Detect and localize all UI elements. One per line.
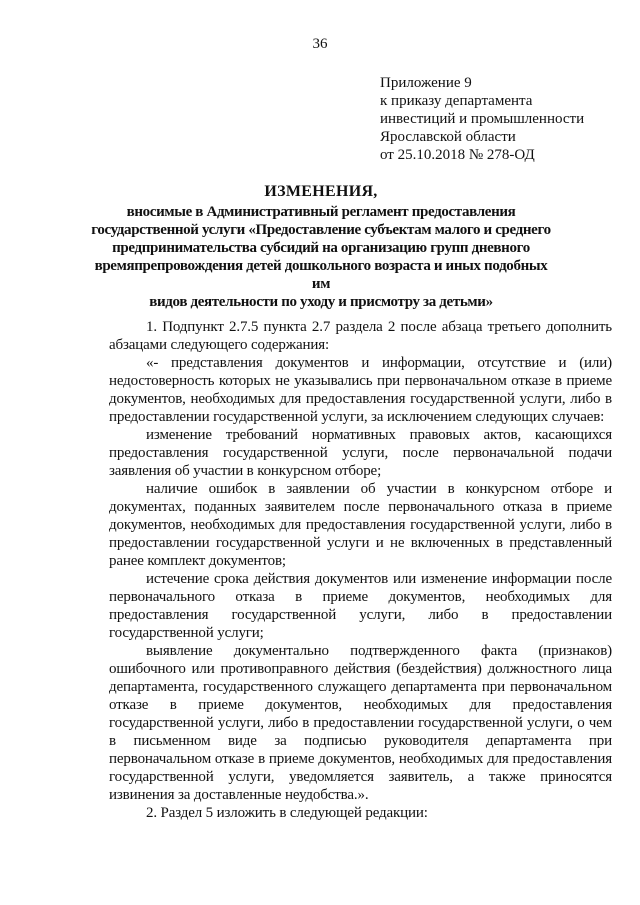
body-paragraph: выявление документально подтвержденного факта (признаков) ошибочного или противоправного действия (бездействия) должностного лица департамента, государственного служащего департамента при первоначальном отказе в приеме документов, необходимых для предоставления государственной услуги, либо в предоставлении государственной услуги, о чем в письменном виде за подписью руководителя департамента при первоначальном отказе в приеме документов, необходимых для предоставления государственной услуги, уведомляется заявитель, а также приносятся извинения за доставленные неудобства.». <box>109 643 612 803</box>
body-paragraph: 1. Подпункт 2.7.5 пункта 2.7 раздела 2 после абзаца третьего дополнить абзацами следующего содержания: <box>109 319 612 353</box>
appendix-block <box>380 74 620 164</box>
appendix-line: инвестиций и промышленности <box>380 111 585 127</box>
body-paragraph: наличие ошибок в заявлении об участии в конкурсном отборе и документах, поданных заявителем после первоначального отказа в приеме документов, необходимых для предоставления государственной услуги, либо в предоставлении государственной услуги и не включенных в представленный ранее комплект документов; <box>109 481 612 569</box>
body-paragraph: 2. Раздел 5 изложить в следующей редакции: <box>146 805 428 821</box>
appendix-line: Приложение 9 <box>380 75 472 91</box>
document-heading <box>90 181 552 311</box>
body-paragraph: изменение требований нормативных правовых актов, касающихся предоставления государственной услуги, после первоначальной подачи заявления об участии в конкурсном отборе; <box>109 427 612 479</box>
heading-subtitle-line: видов деятельности по уходу и присмотру за детьми» <box>149 294 493 310</box>
heading-subtitle-line: вносимые в Административный регламент предоставления <box>126 204 516 220</box>
heading-subtitle-line: государственной услуги «Предоставление субъектам малого и среднего <box>91 222 551 238</box>
document-body <box>109 318 612 822</box>
heading-subtitle-line: предпринимательства субсидий на организацию групп дневного <box>112 240 530 256</box>
appendix-line: Ярославской области <box>380 129 516 145</box>
body-paragraph: «- представления документов и информации, отсутствие и (или) недостоверность которых не указывались при первоначальном отказе в приеме документов, необходимых для предоставления государственной услуги, либо в предоставлении государственной услуги, за исключением следующих случаев: <box>109 355 612 425</box>
heading-title: ИЗМЕНЕНИЯ, <box>264 183 378 200</box>
page-number: 36 <box>312 36 328 52</box>
heading-subtitle-line: времяпрепровождения детей дошкольного возраста и иных подобных им <box>94 258 548 292</box>
appendix-line: к приказу департамента <box>380 93 533 109</box>
appendix-line: от 25.10.2018 № 278-ОД <box>380 147 535 163</box>
body-paragraph: истечение срока действия документов или изменение информации после первоначального отказа в приеме документов, необходимых для предоставления государственной услуги, либо в предоставлении государственной услуги; <box>109 571 612 641</box>
